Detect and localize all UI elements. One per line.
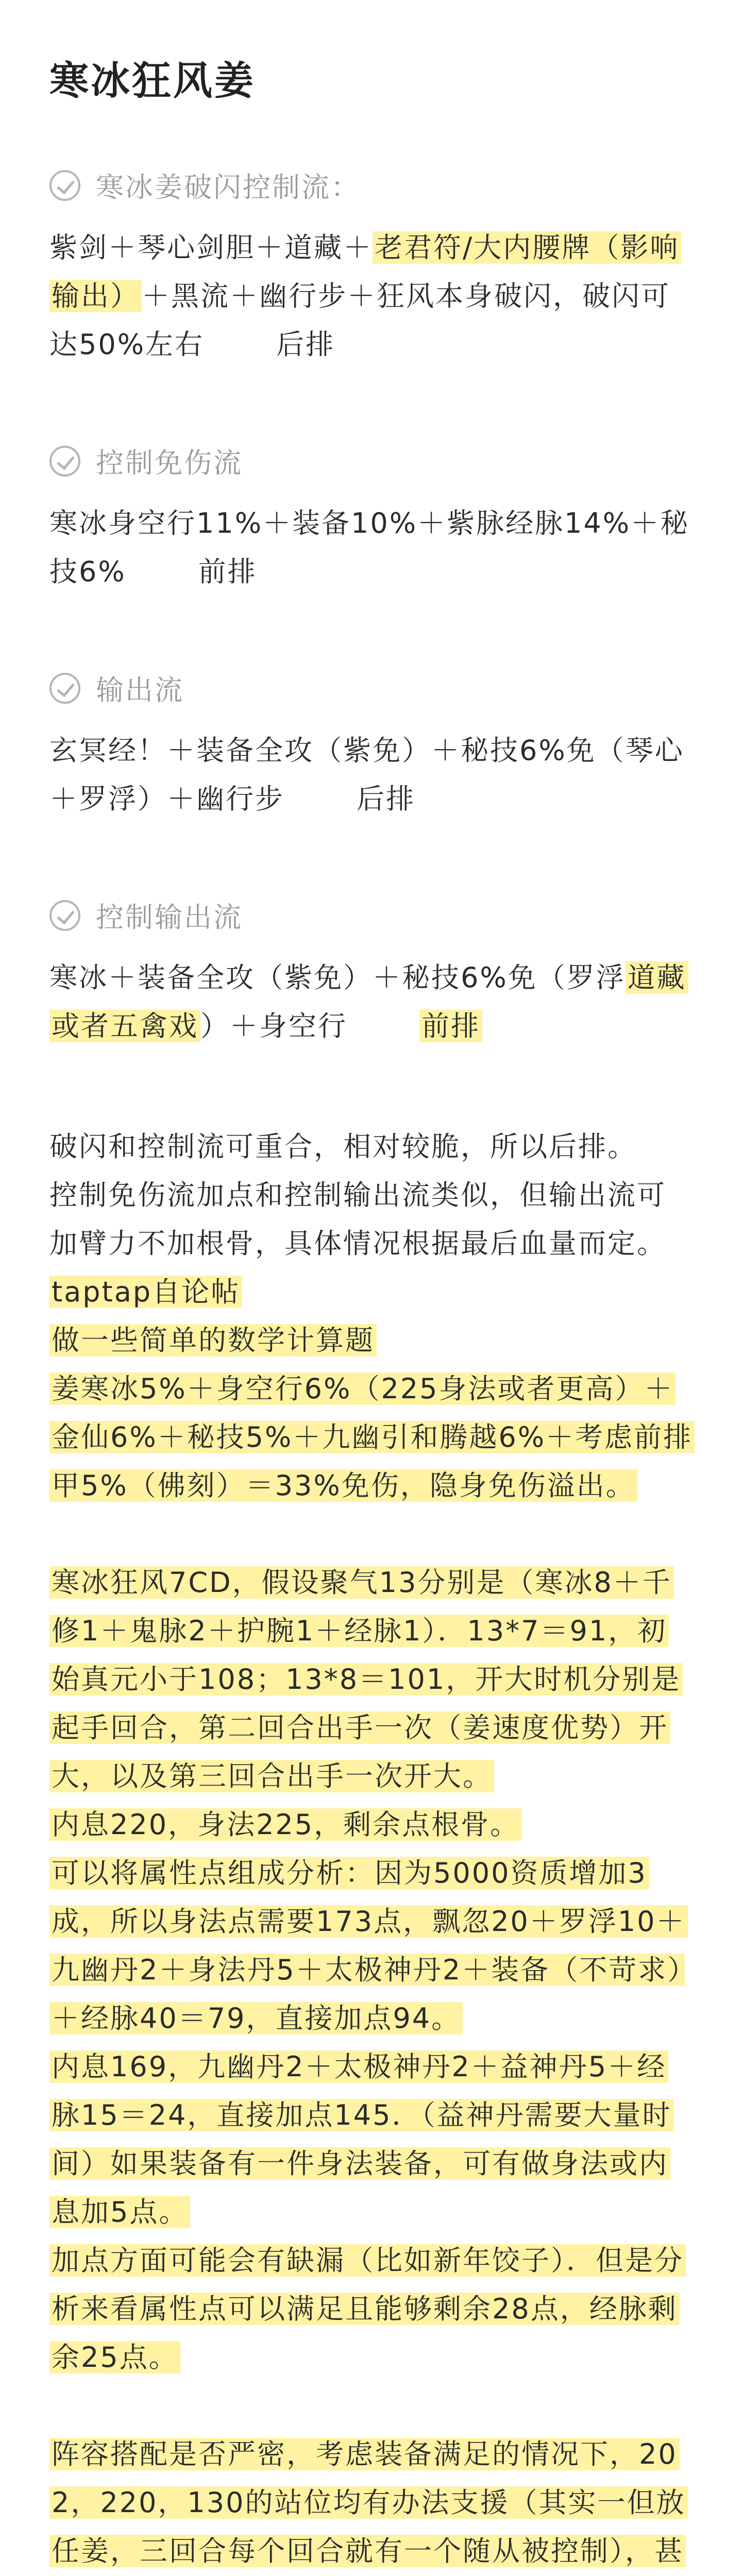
- body-text: ＋黑流＋幽行步＋狂风本身破闪，破闪可达50%左右: [49, 280, 670, 361]
- section-break-dodge-control: [49, 165, 693, 369]
- highlighted-text: taptap自论帖: [49, 1276, 242, 1308]
- notes-block: [49, 1123, 693, 2576]
- section-control-output: [49, 895, 693, 1050]
- highlighted-text: 内息169，九幽丹2＋太极神丹2＋益神丹5＋经脉15＝24，直接加点145．（益神丹需要大量时间）如果装备有一件身法装备，可有做身法或内息加5点。: [49, 2050, 674, 2228]
- note-paragraph: [49, 1801, 693, 1849]
- note-paragraph: [49, 2236, 693, 2382]
- section-heading: [49, 441, 693, 481]
- check-circle-icon: [49, 170, 80, 201]
- body-text: 寒冰身空行11%＋装备10%＋紫脉经脉14%＋秘技6%: [49, 507, 690, 588]
- highlighted-text: 可以将属性点组成分析：因为5000资质增加3成，所以身法点需要173点，飘忽20＋罗浮10＋九幽丹2＋身法丹5＋太极神丹2＋装备（不苛求）＋经脉40＝79，直接加点94。: [49, 1857, 688, 2035]
- highlighted-text: 寒冰狂风7CD，假设聚气13分别是（寒冰8＋千修1＋鬼脉2＋护腕1＋经脉1）．13*7＝91，初始真元小于108；13*8＝101，开大时机分别是起手回合，第二回合出手一次（姜速度优势）开大，以及第三回合出手一次开大。: [49, 1566, 683, 1792]
- section-heading-label: 控制免伤流: [96, 447, 243, 479]
- section-damage-output: [49, 668, 693, 823]
- highlighted-text: 姜寒冰5%＋身空行6%（225身法或者更高）＋金仙6%＋秘技5%＋九幽引和腾越6%＋考虑前排甲5%（佛刻）＝33%免伤，隐身免伤溢出。: [49, 1372, 695, 1502]
- page-title: 寒冰狂风姜: [49, 58, 256, 104]
- section-heading: [49, 165, 693, 205]
- highlighted-text: 内息220，身法225，剩余点根骨。: [49, 1808, 521, 1841]
- position-tag: 前排: [419, 1010, 482, 1042]
- section-control-damage-reduction: [49, 441, 693, 596]
- note-paragraph: [49, 1268, 693, 1316]
- position-tag: 后排: [357, 783, 415, 815]
- body-text: 寒冰＋装备全攻（紫免）＋秘技6%免（罗浮: [49, 961, 626, 994]
- section-body: [49, 726, 693, 823]
- check-circle-icon: [49, 673, 80, 704]
- highlighted-text: 加点方面可能会有缺漏（比如新年饺子）．但是分析来看属性点可以满足且能够剩余28点，经脉剩余25点。: [49, 2244, 686, 2374]
- highlighted-text: 阵容搭配是否严密，考虑装备满足的情况下，202，220，130的站位均有办法支援（其实一但放任姜，三回合每个回合就有一个随从被控制），甚: [49, 2438, 688, 2576]
- section-body: [49, 954, 693, 1050]
- paragraph-gap: [49, 2382, 693, 2430]
- note-paragraph: [49, 1558, 693, 1801]
- body-text: 玄冥经！＋装备全攻（紫免）＋秘技6%免（琴心＋罗浮）＋幽行步: [49, 734, 684, 815]
- body-text: 破闪和控制流可重合，相对较脆，所以后排。: [49, 1130, 637, 1163]
- section-heading-label: 控制输出流: [96, 901, 243, 934]
- body-text: ）＋身空行: [200, 1010, 347, 1042]
- section-heading-label: 寒冰姜破闪控制流：: [96, 171, 360, 204]
- highlighted-text: 做一些简单的数学计算题: [49, 1324, 377, 1357]
- section-heading-label: 输出流: [96, 674, 184, 706]
- note-paragraph: [49, 2430, 693, 2576]
- position-tag: 前排: [198, 555, 257, 588]
- body-text: 控制免伤流加点和控制输出流类似，但输出流可加臂力不加根骨，具体情况根据最后血量而定。: [49, 1179, 666, 1260]
- paragraph-gap: [49, 1510, 693, 1558]
- section-heading: [49, 668, 693, 708]
- highlighted-text: 道藏或者五禽戏: [49, 961, 688, 1042]
- note-paragraph: [49, 1171, 693, 1268]
- body-text: 紫剑＋琴心剑胆＋道藏＋: [49, 231, 373, 264]
- check-circle-icon: [49, 900, 80, 931]
- note-paragraph: [49, 1123, 693, 1171]
- note-paragraph: [49, 1316, 693, 1365]
- section-body: [49, 499, 693, 596]
- position-tag: 后排: [276, 328, 335, 361]
- note-paragraph: [49, 1365, 693, 1510]
- section-body: [49, 224, 693, 369]
- highlighted-text: 老君符/大内腰牌（影响输出）: [49, 231, 681, 312]
- note-paragraph: [49, 2043, 693, 2236]
- check-circle-icon: [49, 446, 80, 477]
- section-heading: [49, 895, 693, 935]
- note-paragraph: [49, 1849, 693, 2043]
